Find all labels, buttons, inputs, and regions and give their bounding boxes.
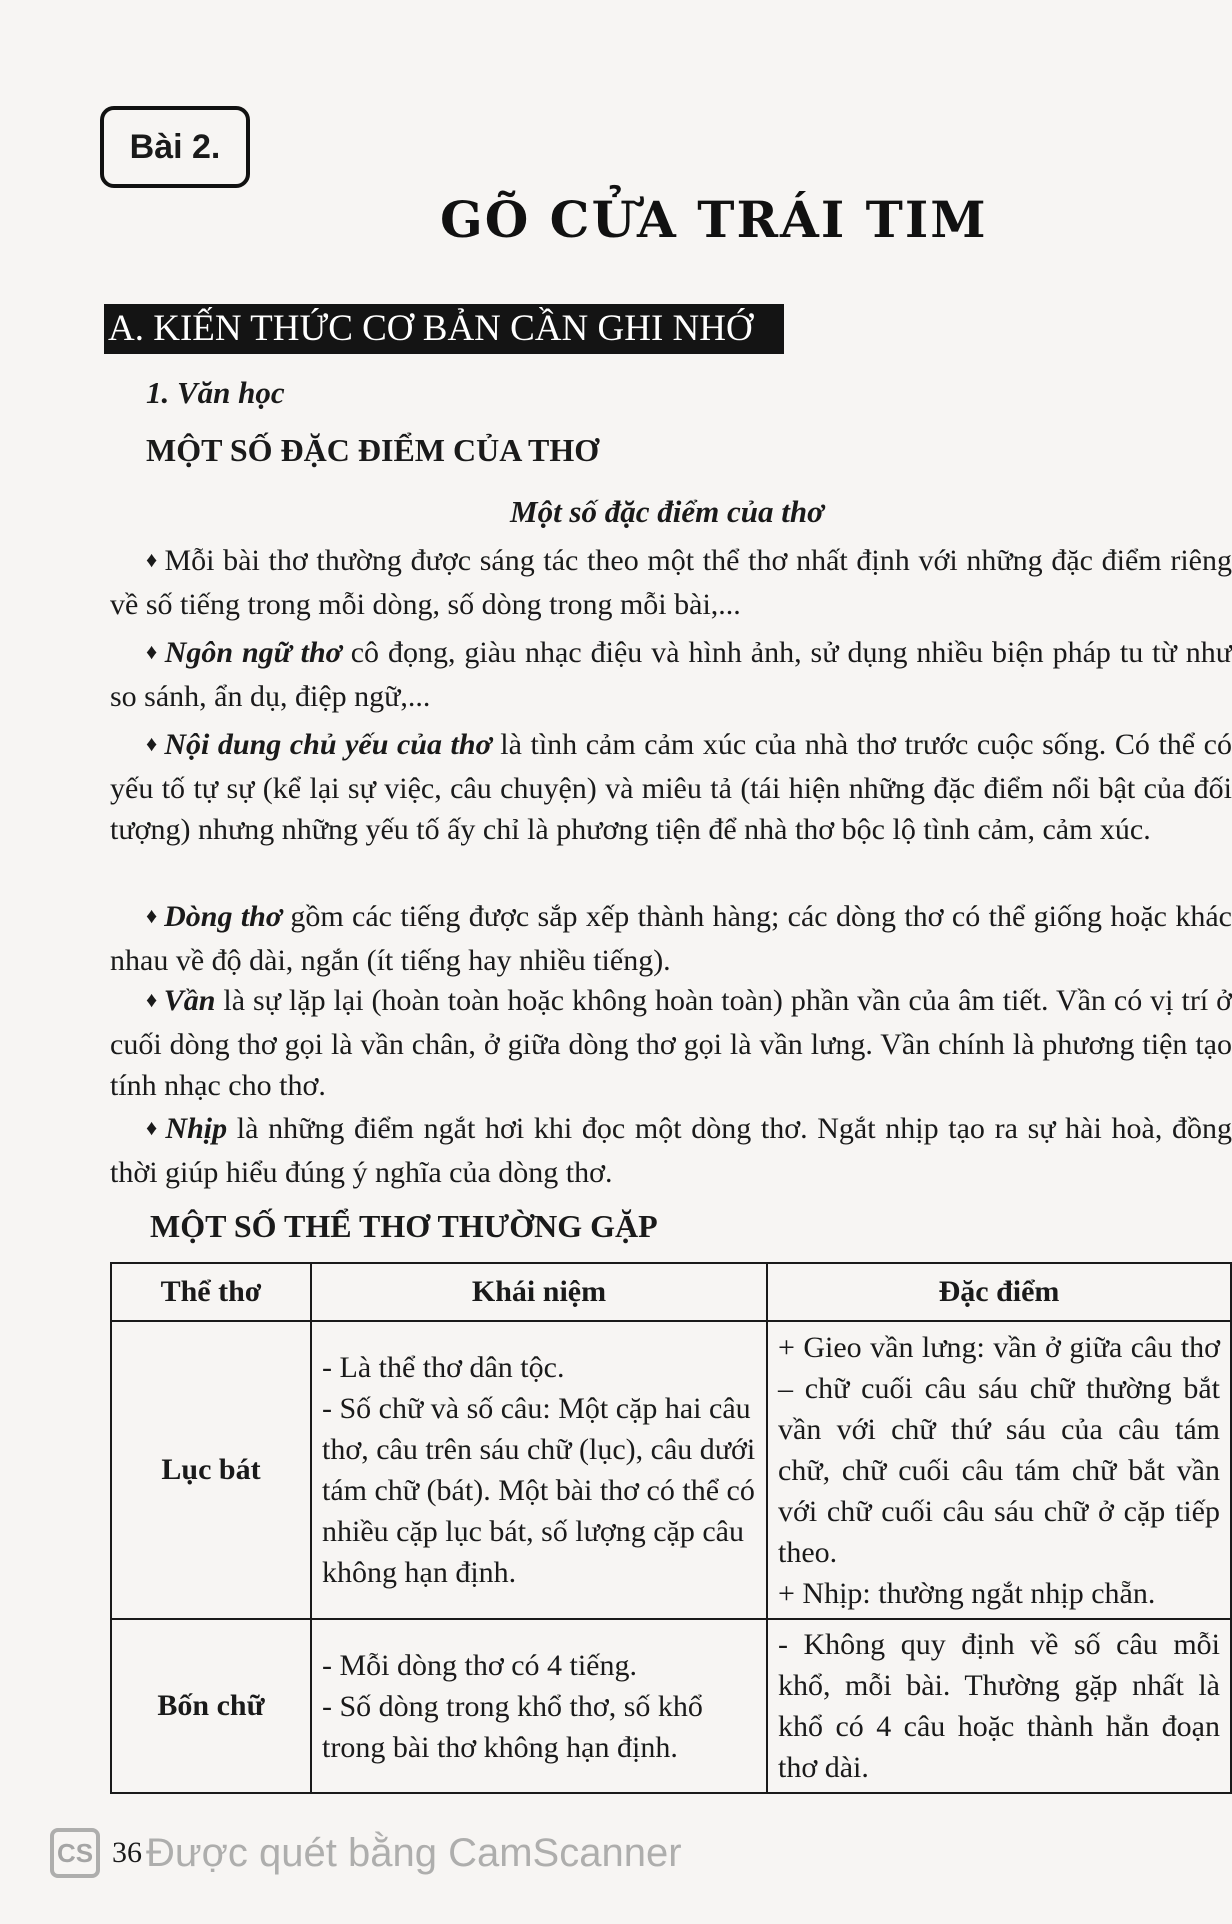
cell-line: - Số chữ và số câu: Một cặp hai câu thơ, câu trên sáu chữ (lục), câu dưới tám chữ (bát). Một bài thơ có thể có nhiều cặp lục bát, số lượng cặp câu không hạn định. <box>322 1392 756 1589</box>
cell-line: - Mỗi dòng thơ có 4 tiếng. <box>322 1648 637 1682</box>
section-a-heading: A. KIẾN THỨC CƠ BẢN CẦN GHI NHỚ <box>104 304 784 354</box>
table-cell-concept <box>311 1619 767 1793</box>
table-cell-features <box>767 1619 1231 1793</box>
table-cell-type: Bốn chữ <box>111 1619 311 1793</box>
table-cell-features <box>767 1321 1231 1619</box>
paragraph-text: là những điểm ngắt hơi khi đọc một dòng thơ. Ngắt nhịp tạo ra sự hài hoà, đồng thời giúp hiểu đúng ý nghĩa của dòng thơ. <box>110 1112 1232 1189</box>
paragraph-2 <box>110 632 1232 717</box>
cell-line: - Số dòng trong khổ thơ, số khổ trong bài thơ không hạn định. <box>322 1689 703 1764</box>
paragraph-term: Vần <box>163 984 216 1017</box>
paragraph-text: là tình cảm cảm xúc của nhà thơ trước cuộc sống. Có thể có yếu tố tự sự (kể lại sự việc, câu chuyện) và miêu tả (tái hiện những đặc điểm nổi bật của đối tượng) nhưng những yếu tố ấy chỉ là phương tiện để nhà thơ bộc lộ tình cảm, cảm xúc. <box>110 728 1232 846</box>
features-subtitle: Một số đặc điểm của thơ <box>510 494 824 529</box>
lesson-title: GÕ CỬA TRÁI TIM <box>440 190 988 249</box>
poetry-forms-table <box>110 1262 1232 1794</box>
table-header-cell: Khái niệm <box>311 1263 767 1321</box>
paragraph-4 <box>110 896 1232 981</box>
paragraph-text: gồm các tiếng được sắp xếp thành hàng; các dòng thơ có thể giống hoặc khác nhau về độ dài, ngắn (ít tiếng hay nhiều tiếng). <box>110 900 1232 977</box>
table-row <box>111 1619 1231 1793</box>
lesson-label-box <box>100 106 250 188</box>
bullet-icon: ♦ <box>146 903 159 928</box>
paragraph-term: Nội dung chủ yếu của thơ <box>164 728 492 761</box>
cell-line: + Gieo vần lưng: vần ở giữa câu thơ – chữ cuối câu sáu chữ thường bắt vần với chữ thứ sáu của câu tám chữ, chữ cuối câu tám chữ bắt vần với chữ cuối câu sáu chữ ở cặp tiếp theo. <box>778 1330 1220 1569</box>
paragraph-text: là sự lặp lại (hoàn toàn hoặc không hoàn toàn) phần vần của âm tiết. Vần có vị trí ở cuối dòng thơ gọi là vần chân, ở giữa dòng thơ gọi là vần lưng. Vần chính là phương tiện tạo tính nhạc cho thơ. <box>110 984 1232 1102</box>
table-header-row <box>111 1263 1231 1321</box>
table-header-cell: Thể thơ <box>111 1263 311 1321</box>
bullet-icon: ♦ <box>146 1115 160 1140</box>
paragraph-text: Mỗi bài thơ thường được sáng tác theo một thể thơ nhất định với những đặc điểm riêng về số tiếng trong mỗi dòng, số dòng trong mỗi bài,... <box>110 544 1232 621</box>
paragraph-term: Nhịp <box>165 1112 228 1145</box>
page-number: 36 <box>112 1836 142 1869</box>
table-header-cell: Đặc điểm <box>767 1263 1231 1321</box>
bullet-icon: ♦ <box>146 731 159 756</box>
subsection-title: 1. Văn học <box>146 375 285 410</box>
bullet-icon: ♦ <box>146 639 159 664</box>
table-cell-concept <box>311 1321 767 1619</box>
cell-line: - Là thể thơ dân tộc. <box>322 1351 565 1384</box>
watermark-text: Được quét bằng CamScanner <box>146 1830 682 1875</box>
paragraph-6 <box>110 1108 1232 1193</box>
cell-line: - Không quy định về số câu mỗi khổ, mỗi bài. Thường gặp nhất là khổ có 4 câu hoặc thành hẳn đoạn thơ dài. <box>778 1628 1220 1784</box>
table-cell-type: Lục bát <box>111 1321 311 1619</box>
bullet-icon: ♦ <box>146 987 158 1012</box>
camscanner-logo-icon: CS <box>50 1828 100 1878</box>
bullet-icon: ♦ <box>146 547 159 572</box>
paragraph-term: Ngôn ngữ thơ <box>164 636 342 669</box>
lesson-label: Bài 2. <box>129 127 221 166</box>
paragraph-term: Dòng thơ <box>164 900 282 933</box>
cell-line: + Nhịp: thường ngắt nhịp chẵn. <box>778 1576 1156 1610</box>
paragraph-1 <box>110 540 1232 625</box>
paragraph-3 <box>110 724 1232 851</box>
paragraph-text: cô đọng, giàu nhạc điệu và hình ảnh, sử dụng nhiều biện pháp tu từ như so sánh, ẩn dụ, điệp ngữ,... <box>110 636 1232 713</box>
camscanner-watermark <box>50 1828 682 1878</box>
paragraph-5 <box>110 980 1232 1107</box>
features-heading: MỘT SỐ ĐẶC ĐIỂM CỦA THƠ <box>146 432 600 468</box>
poetry-forms-heading: MỘT SỐ THỂ THƠ THƯỜNG GẶP <box>150 1208 658 1244</box>
table-row <box>111 1321 1231 1619</box>
